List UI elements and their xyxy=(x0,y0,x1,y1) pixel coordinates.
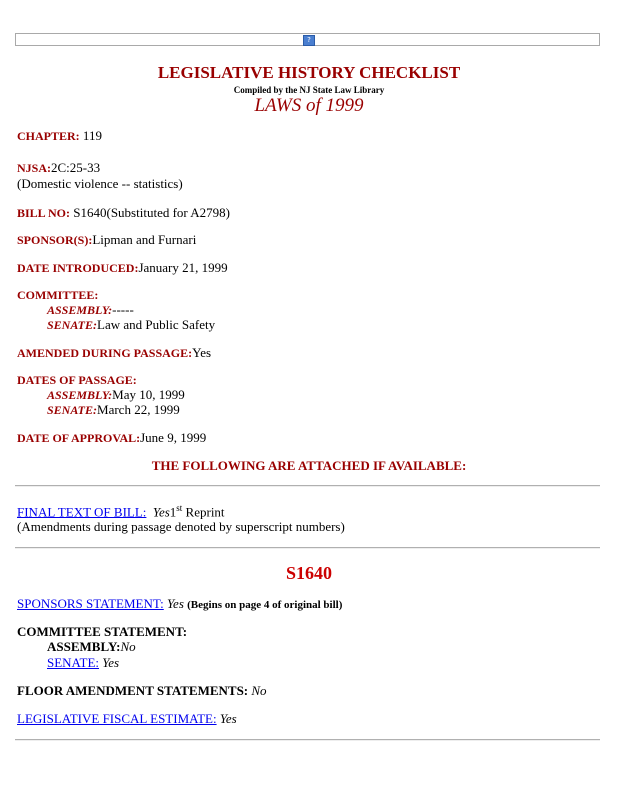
committee-statement-senate-value: Yes xyxy=(102,655,120,670)
reprint-number: 1 xyxy=(169,504,177,520)
divider-2 xyxy=(15,547,600,549)
committee-assembly-value: ----- xyxy=(112,302,134,317)
passage-assembly-row xyxy=(47,387,185,403)
passage-senate-label: SENATE: xyxy=(47,403,98,417)
passage-assembly-label: ASSEMBLY: xyxy=(47,388,113,402)
date-introduced-row xyxy=(17,260,228,276)
sponsors-statement-value: Yes xyxy=(167,596,184,611)
committee-label: COMMITTEE: xyxy=(17,288,99,302)
bill-no-label: BILL NO: xyxy=(17,206,71,220)
bill-substituted: (Substituted for A2798) xyxy=(106,205,230,220)
approval-value: June 9, 1999 xyxy=(140,430,207,445)
final-text-value: Yes xyxy=(152,504,170,520)
chapter-value: 119 xyxy=(82,128,102,143)
njsa-description: (Domestic violence -- statistics) xyxy=(17,176,183,191)
final-text-link[interactable]: FINAL TEXT OF BILL: xyxy=(17,504,147,520)
committee-statement-assembly-value: No xyxy=(120,639,136,654)
sponsors-value: Lipman and Furnari xyxy=(92,232,197,247)
amended-value: Yes xyxy=(192,345,212,360)
bill-no-value: S1640 xyxy=(73,205,107,220)
committee-statement-assembly-label: ASSEMBLY: xyxy=(47,639,121,654)
passage-assembly-value: May 10, 1999 xyxy=(112,387,185,402)
date-introduced-value: January 21, 1999 xyxy=(138,260,228,275)
committee-senate-value: Law and Public Safety xyxy=(97,317,216,332)
njsa-value: 2C:25-33 xyxy=(51,160,101,175)
final-text-row xyxy=(17,503,225,520)
amended-row xyxy=(17,345,211,361)
committee-senate-label: SENATE: xyxy=(47,318,98,332)
attached-heading: THE FOLLOWING ARE ATTACHED IF AVAILABLE: xyxy=(151,458,467,473)
sponsors-statement-link[interactable]: SPONSORS STATEMENT: xyxy=(17,596,164,611)
bill-heading: S1640 xyxy=(285,563,332,583)
fiscal-estimate-row xyxy=(17,711,237,727)
floor-amendment-label: FLOOR AMENDMENT STATEMENTS: xyxy=(17,683,249,698)
dates-of-passage-label: DATES OF PASSAGE: xyxy=(17,373,137,387)
chapter-row xyxy=(17,128,102,144)
floor-amendment-row xyxy=(17,683,267,699)
committee-statement-assembly-row xyxy=(47,639,136,655)
sponsors-statement-note: (Begins on page 4 of original bill) xyxy=(187,599,343,611)
committee-senate-row xyxy=(47,317,215,333)
committee-statement-text: COMMITTEE STATEMENT: xyxy=(17,624,188,639)
broken-image-icon: ? xyxy=(303,35,315,46)
approval-label: DATE OF APPROVAL: xyxy=(17,431,141,445)
amended-label: AMENDED DURING PASSAGE: xyxy=(17,346,193,360)
top-banner xyxy=(15,33,600,46)
fiscal-estimate-link[interactable]: LEGISLATIVE FISCAL ESTIMATE: xyxy=(17,711,217,726)
divider-3 xyxy=(15,739,600,741)
committee-statement-senate-row xyxy=(47,655,119,671)
page-title: LEGISLATIVE HISTORY CHECKLIST xyxy=(157,63,461,82)
sponsors-label: SPONSOR(S): xyxy=(17,233,93,247)
passage-senate-row xyxy=(47,402,180,418)
chapter-label: CHAPTER: xyxy=(17,129,80,143)
sponsors-row xyxy=(17,232,196,248)
committee-statement-label xyxy=(17,624,187,640)
sponsors-statement-row xyxy=(17,596,342,612)
reprint-superscript: st xyxy=(176,503,183,513)
committee-assembly-label: ASSEMBLY: xyxy=(47,303,113,317)
committee-statement-senate-link[interactable]: SENATE: xyxy=(47,655,99,670)
njsa-label: NJSA: xyxy=(17,161,52,175)
fiscal-estimate-value: Yes xyxy=(219,711,237,726)
bill-no-row xyxy=(17,205,230,221)
passage-senate-value: March 22, 1999 xyxy=(97,402,180,417)
committee-assembly-row xyxy=(47,302,134,318)
approval-row xyxy=(17,430,206,446)
reprint-word: Reprint xyxy=(182,504,225,520)
final-text-note: (Amendments during passage denoted by superscript numbers) xyxy=(17,519,345,534)
divider-1 xyxy=(15,485,600,487)
njsa-row xyxy=(17,160,100,176)
floor-amendment-value: No xyxy=(251,683,267,698)
laws-year: LAWS of 1999 xyxy=(254,95,364,116)
compiled-by: Compiled by the NJ State Law Library xyxy=(233,85,385,95)
date-introduced-label: DATE INTRODUCED: xyxy=(17,261,139,275)
